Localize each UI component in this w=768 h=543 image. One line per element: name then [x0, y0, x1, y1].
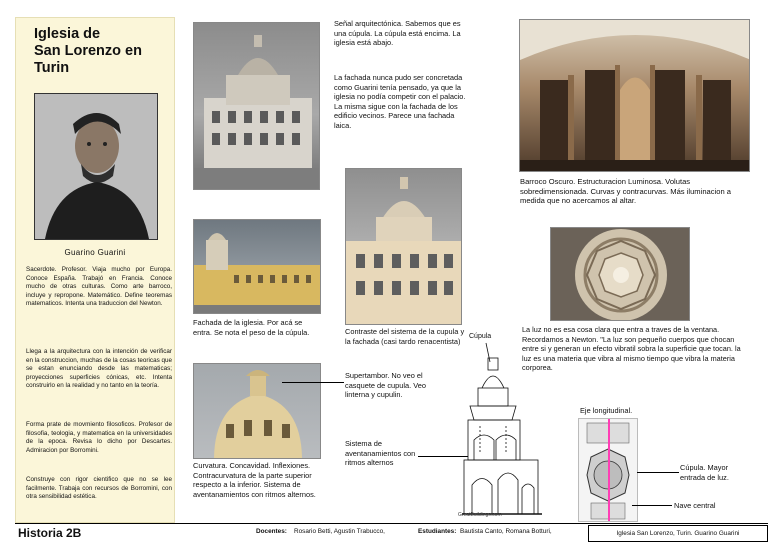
estudiantes-names: Bautista Canto, Romana Botturi, — [460, 528, 552, 535]
footer-info-box: Iglesia San Lorenzo, Turin. Guarino Guarini — [588, 525, 768, 542]
photo-facade-square — [193, 22, 320, 190]
page-title — [34, 26, 174, 77]
label-cupula: Cúpula — [469, 333, 492, 340]
text-fachada-nunca: La fachada nunca pudo ser concretada como Guarini tenía pensado, ya que la iglesia no podía competir con el palacio. La misma sigue con la fachada de los edificio vecinos. Parece una fachada laica. — [334, 73, 466, 130]
text-senal: Señal arquitectónica. Sabemos que es una cúpula. La cúpula está encima. La iglesia está abajo. — [334, 19, 461, 48]
docentes-label: Docentes: — [256, 528, 287, 535]
text-nave: Nave central — [674, 501, 716, 510]
label-eje: Eje longitudinal. — [580, 406, 633, 415]
sidebar-panel — [15, 17, 175, 523]
title-line-1: Iglesia de — [34, 26, 101, 42]
footer-rule — [15, 523, 768, 524]
text-fachada-iglesia: Fachada de la iglesia. Por acá se entra. Se nota el peso de la cúpula. — [193, 318, 310, 337]
section-drawing — [458, 340, 552, 522]
title-line-3: Turin — [34, 60, 70, 76]
photo-interior — [519, 19, 750, 172]
leader-cupula-mayor — [637, 472, 679, 473]
text-contraste: Contraste del sistema de la cupula y la fachada (casi tardo renacentista) — [345, 327, 465, 346]
docentes-names: Rosario Betti, Agustin Trabucco, — [294, 528, 385, 535]
leader-sistema — [418, 456, 468, 457]
watermark-text: GreatBuildings.com — [458, 512, 502, 518]
bio-paragraph-1: Sacerdote. Profesor. Viaja mucho por Europa. Conoce España. Trabajó en Francia. Conoce mucho de otras culturas. Como arte barroco, incluye y repropone. Matemático. Define teoremas matematicos. Intenta una traduccion del Newton. — [26, 266, 172, 308]
photo-dome-exterior — [193, 363, 321, 459]
title-line-2: San Lorenzo en — [34, 43, 142, 59]
bio-paragraph-2: Llega a la arquitectura con la intención de verificar en la construccion, muchas de la cosas teoricas que se estan enunciando desde las matematicas; proyecciones superficies cónicas, etc. Intenta construirlo en la realidad y no tanto en la teoría. — [26, 348, 172, 390]
leader-supertambor — [282, 382, 344, 383]
photo-dome-interior — [550, 227, 690, 321]
footer-title: Historia 2B — [18, 526, 82, 540]
portrait-caption: Guarino Guarini — [64, 248, 126, 257]
photo-palace-yellow — [193, 219, 321, 314]
guarini-portrait — [34, 93, 158, 240]
estudiantes-label: Estudiantes: — [418, 528, 457, 535]
photo-contraste — [345, 168, 462, 325]
text-cupula-mayor: Cúpula. Mayor entrada de luz. — [680, 463, 729, 482]
text-supertambor: Supertambor. No veo el casquete de cupula. Veo linterna y cupulin. — [345, 371, 426, 400]
text-sistema: Sistema de aventanamientos con ritmos alternos — [345, 439, 416, 468]
bio-paragraph-4: Construye con rigor cientifico que no se lee facilmente. Trabaja con recursos de Borromini, con otra sensibilidad estética. — [26, 476, 172, 501]
leader-nave — [632, 505, 672, 506]
bio-paragraph-3: Forma prate de movmiento filosoficos. Profesor de filosofia, teologia, y matematica en la universidades de la epoca. Revisa lo dicho por Descartes. Admiracion por Borromini. — [26, 421, 172, 454]
portrait-engraving — [35, 94, 157, 239]
plan-drawing — [578, 418, 638, 522]
text-barroco: Barroco Oscuro. Estructuracion Luminosa. Volutas sobredimensionada. Curvas y contracurvas. Más iluminacion a medida que no acercamos al altar. — [520, 177, 732, 206]
text-curvatura: Curvatura. Concavidad. Inflexiones. Contracurvatura de la parte superior respecto a la inferior. Sistema de aventanamientos con ritmos alternos. — [193, 461, 316, 499]
text-luz: La luz no es esa cosa clara que entra a traves de la ventana. Recordamos a Newton. "La luz son pequeño cuerpos que chocan entre si y generan un efecto vibratil sobra la superficie que tocan. la luz es una materia que vibra al mismo tiempo que vibra la materia corporea. — [522, 325, 741, 373]
